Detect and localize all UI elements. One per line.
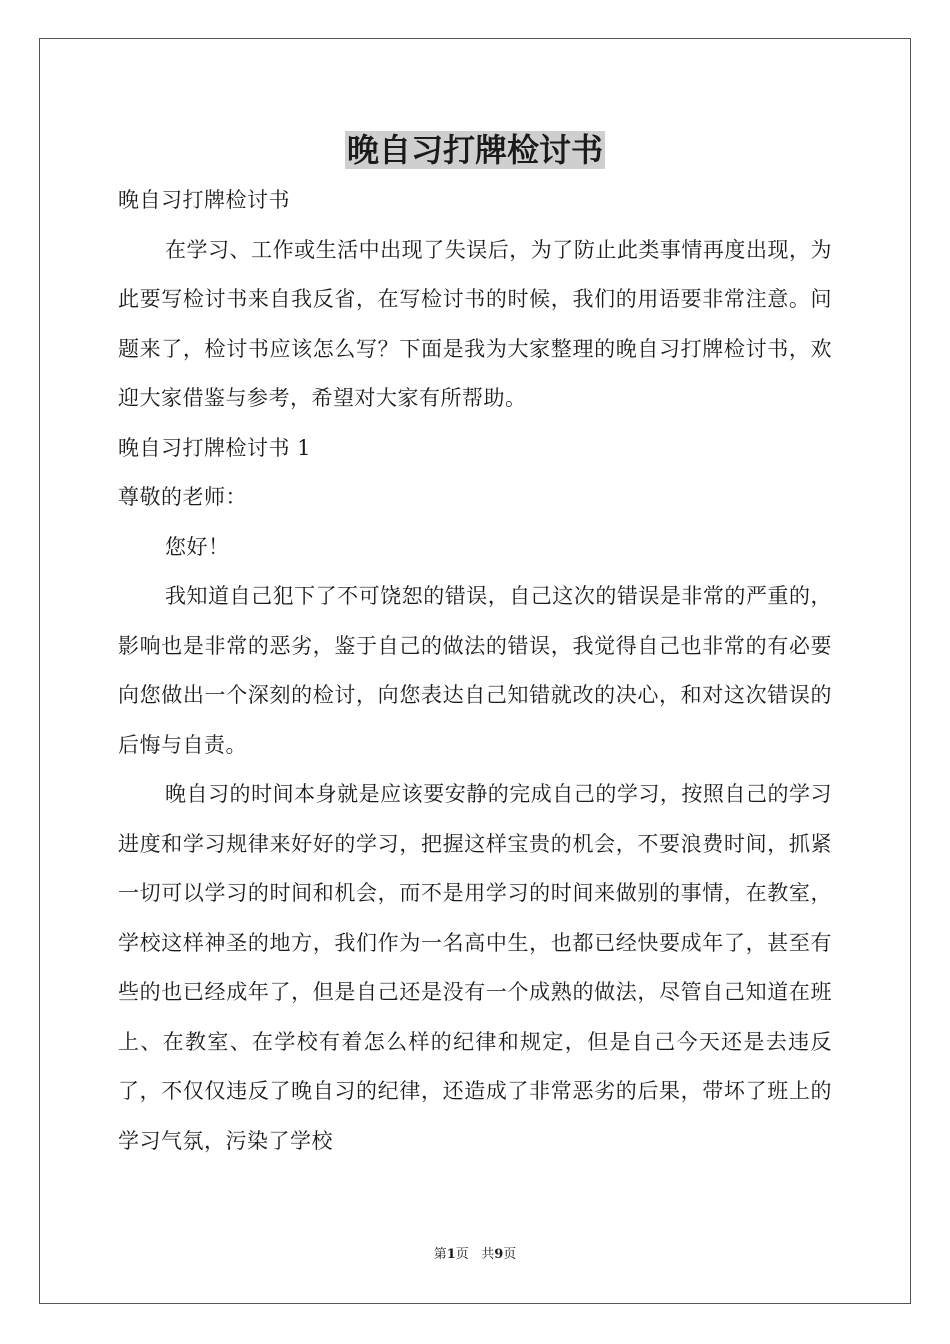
document-title-text: 晚自习打牌检讨书: [346, 131, 603, 169]
salutation: 尊敬的老师：: [118, 485, 247, 509]
page-footer: [0, 1246, 950, 1264]
body-paragraph-2: 晚自习的时间本身就是应该要安静的完成自己的学习，按照自己的学习进度和学习规律来好好的学习，把握这样宝贵的机会，不要浪费时间，抓紧一切可以学习的时间和机会，而不是用学习的时间来做别的事情，在教室，学校这样神圣的地方，我们作为一名高中生，也都已经快要成年了，甚至有些的也已经成年了，但是自己还是没有一个成熟的做法，尽管自己知道在班上、在教室、在学校有着怎么样的纪律和规定，但是自己今天还是去违反了，不仅仅违反了晚自习的纪律，还造成了非常恶劣的后果，带坏了班上的学习气氛，污染了学校: [118, 782, 832, 1153]
footer-page-suffix: 页: [455, 1247, 469, 1262]
intro-paragraph: 在学习、工作或生活中出现了失误后，为了防止此类事情再度出现，为此要写检讨书来自我反省，在写检讨书的时候，我们的用语要非常注意。问题来了，检讨书应该怎么写？下面是我为大家整理的晚自习打牌检讨书，欢迎大家借鉴与参考，希望对大家有所帮助。: [118, 237, 832, 410]
footer-total-suffix: 页: [503, 1247, 517, 1262]
footer-prefix: 第: [433, 1247, 447, 1262]
document-subtitle: 晚自习打牌检讨书: [118, 188, 290, 212]
body-paragraph-1: 我知道自己犯下了不可饶恕的错误，自己这次的错误是非常的严重的，影响也是非常的恶劣，鉴于自己的做法的错误，我觉得自己也非常的有必要向您做出一个深刻的检讨，向您表达自己知错就改的决心，和对这次错误的后悔与自责。: [118, 584, 832, 757]
current-page-number: 1: [446, 1247, 456, 1262]
section-heading: 晚自习打牌检讨书 1: [118, 435, 312, 460]
document-title: [0, 127, 950, 173]
document-body: [118, 176, 832, 1166]
greeting: 您好！: [165, 534, 230, 559]
total-page-count: 9: [494, 1247, 504, 1262]
footer-total-prefix: 共: [481, 1247, 495, 1262]
